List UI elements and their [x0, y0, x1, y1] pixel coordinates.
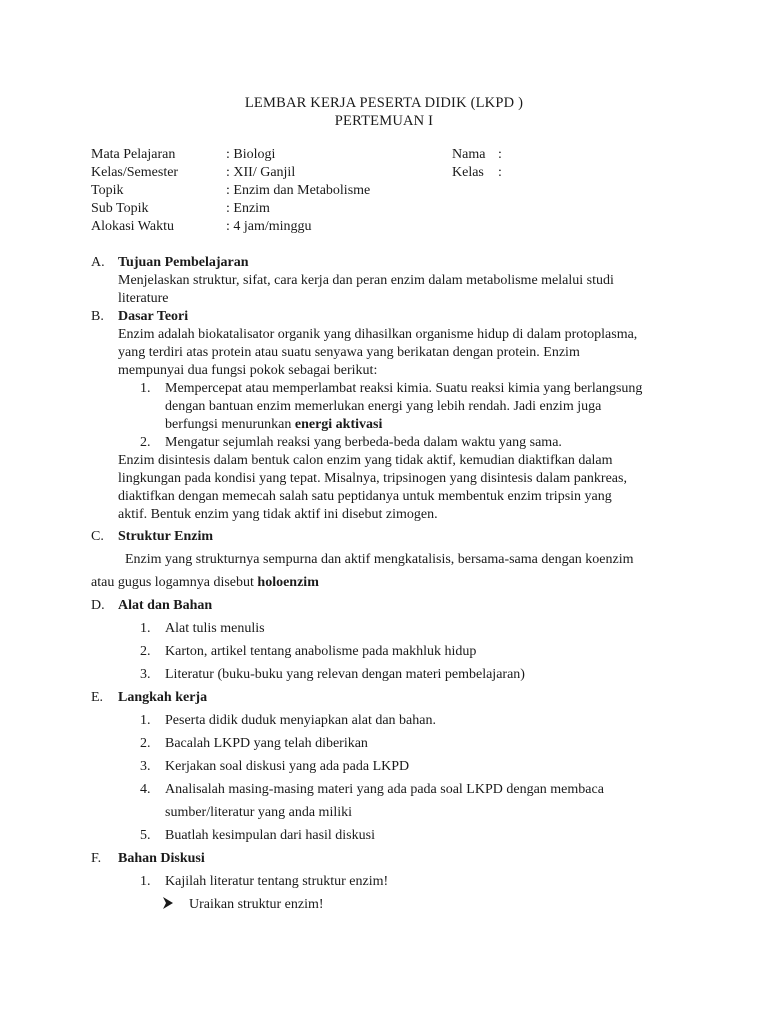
section-b-text: aktif. Bentuk enzim yang tidak aktif ini disebut zimogen.	[118, 507, 438, 522]
section-c-text-plain: atau gugus logamnya disebut	[91, 575, 258, 590]
list-item-text: Karton, artikel tentang anabolisme pada makhluk hidup	[165, 644, 477, 659]
list-number: 5.	[140, 828, 151, 843]
meta-value: : Enzim	[226, 201, 270, 216]
section-b-text: diaktifkan dengan memecah salah satu peptidanya untuk membentuk enzim tripsin yang	[118, 489, 612, 504]
meta-value: :	[498, 147, 502, 162]
list-number: 1.	[140, 713, 151, 728]
section-f-letter: F.	[91, 851, 102, 866]
section-e-title: Langkah kerja	[118, 690, 208, 705]
meta-key: Topik	[91, 183, 124, 198]
list-item-text: Kajilah literatur tentang struktur enzim!	[165, 874, 389, 889]
section-a-letter: A.	[91, 255, 105, 270]
bold-term: energi aktivasi	[294, 417, 383, 432]
list-item-text: Mempercepat atau memperlambat reaksi kimia. Suatu reaksi kimia yang berlangsung	[165, 381, 643, 396]
meta-key: Nama	[452, 147, 486, 162]
list-number: 3.	[140, 667, 151, 682]
document-subtitle: PERTEMUAN I	[334, 113, 434, 129]
section-a-text: Menjelaskan struktur, sifat, cara kerja dan peran enzim dalam metabolisme melalui studi	[118, 273, 614, 288]
section-b-letter: B.	[91, 309, 104, 324]
meta-key: Sub Topik	[91, 201, 149, 216]
list-item-text: Peserta didik duduk menyiapkan alat dan bahan.	[165, 713, 436, 728]
list-item-text: Literatur (buku-buku yang relevan dengan materi pembelajaran)	[165, 667, 525, 682]
list-number: 2.	[140, 736, 151, 751]
meta-key: Kelas/Semester	[91, 165, 179, 180]
meta-value: : Biologi	[226, 147, 276, 162]
list-item-text: Analisalah masing-masing materi yang ada pada soal LKPD dengan membaca	[165, 782, 604, 797]
meta-key: Kelas	[452, 165, 484, 180]
section-f-title: Bahan Diskusi	[118, 851, 205, 866]
meta-value: :	[498, 165, 502, 180]
list-number: 3.	[140, 759, 151, 774]
section-d-title: Alat dan Bahan	[118, 598, 213, 613]
section-b-text: mempunyai dua fungsi pokok sebagai berikut:	[118, 363, 378, 378]
section-b-text: lingkungan pada kondisi yang tepat. Misalnya, tripsinogen yang disintesis dalam pankreas,	[118, 471, 627, 486]
section-b-text: Enzim disintesis dalam bentuk calon enzim yang tidak aktif, kemudian diaktifkan dalam	[118, 453, 613, 468]
list-item-text: Alat tulis menulis	[165, 621, 265, 636]
list-item-text: Mengatur sejumlah reaksi yang berbeda-beda dalam waktu yang sama.	[165, 435, 562, 450]
section-c-letter: C.	[91, 529, 104, 544]
list-number: 2.	[140, 644, 151, 659]
meta-key: Alokasi Waktu	[91, 219, 174, 234]
list-item-text: dengan bantuan enzim memerlukan energi yang lebih rendah. Jadi enzim juga	[165, 399, 602, 414]
section-b-title: Dasar Teori	[118, 309, 189, 324]
bullet-item-text: Uraikan struktur enzim!	[189, 897, 324, 912]
list-number: 1.	[140, 381, 151, 396]
section-b-text: Enzim adalah biokatalisator organik yang dihasilkan organisme hidup di dalam protoplasma,	[118, 327, 638, 342]
section-a-title: Tujuan Pembelajaran	[118, 255, 249, 270]
meta-value: : XII/ Ganjil	[226, 165, 296, 180]
list-item-text: Buatlah kesimpulan dari hasil diskusi	[165, 828, 375, 843]
section-e-letter: E.	[91, 690, 104, 705]
meta-key: Mata Pelajaran	[91, 147, 176, 162]
list-number: 1.	[140, 621, 151, 636]
section-d-letter: D.	[91, 598, 105, 613]
list-item-text: sumber/literatur yang anda miliki	[165, 805, 353, 820]
list-number: 1.	[140, 874, 151, 889]
meta-value: : Enzim dan Metabolisme	[226, 183, 371, 198]
section-b-text: yang terdiri atas protein atau suatu senyawa yang berikatan dengan protein. Enzim	[118, 345, 580, 360]
list-number: 4.	[140, 782, 151, 797]
section-c-title: Struktur Enzim	[118, 529, 214, 544]
section-c-text	[91, 574, 319, 592]
list-item-text: Kerjakan soal diskusi yang ada pada LKPD	[165, 759, 410, 774]
document-title: LEMBAR KERJA PESERTA DIDIK (LKPD )	[244, 95, 524, 111]
bold-term: holoenzim	[257, 575, 319, 590]
list-item-text	[165, 416, 382, 434]
list-number: 2.	[140, 435, 151, 450]
meta-value: : 4 jam/minggu	[226, 219, 312, 234]
list-item-text-plain: berfungsi menurunkan	[165, 417, 295, 432]
list-item-text: Bacalah LKPD yang telah diberikan	[165, 736, 368, 751]
arrow-bullet-icon	[162, 896, 174, 915]
section-a-text: literature	[118, 291, 169, 306]
section-c-text: Enzim yang strukturnya sempurna dan aktif mengkatalisis, bersama-sama dengan koenzim	[125, 552, 634, 567]
